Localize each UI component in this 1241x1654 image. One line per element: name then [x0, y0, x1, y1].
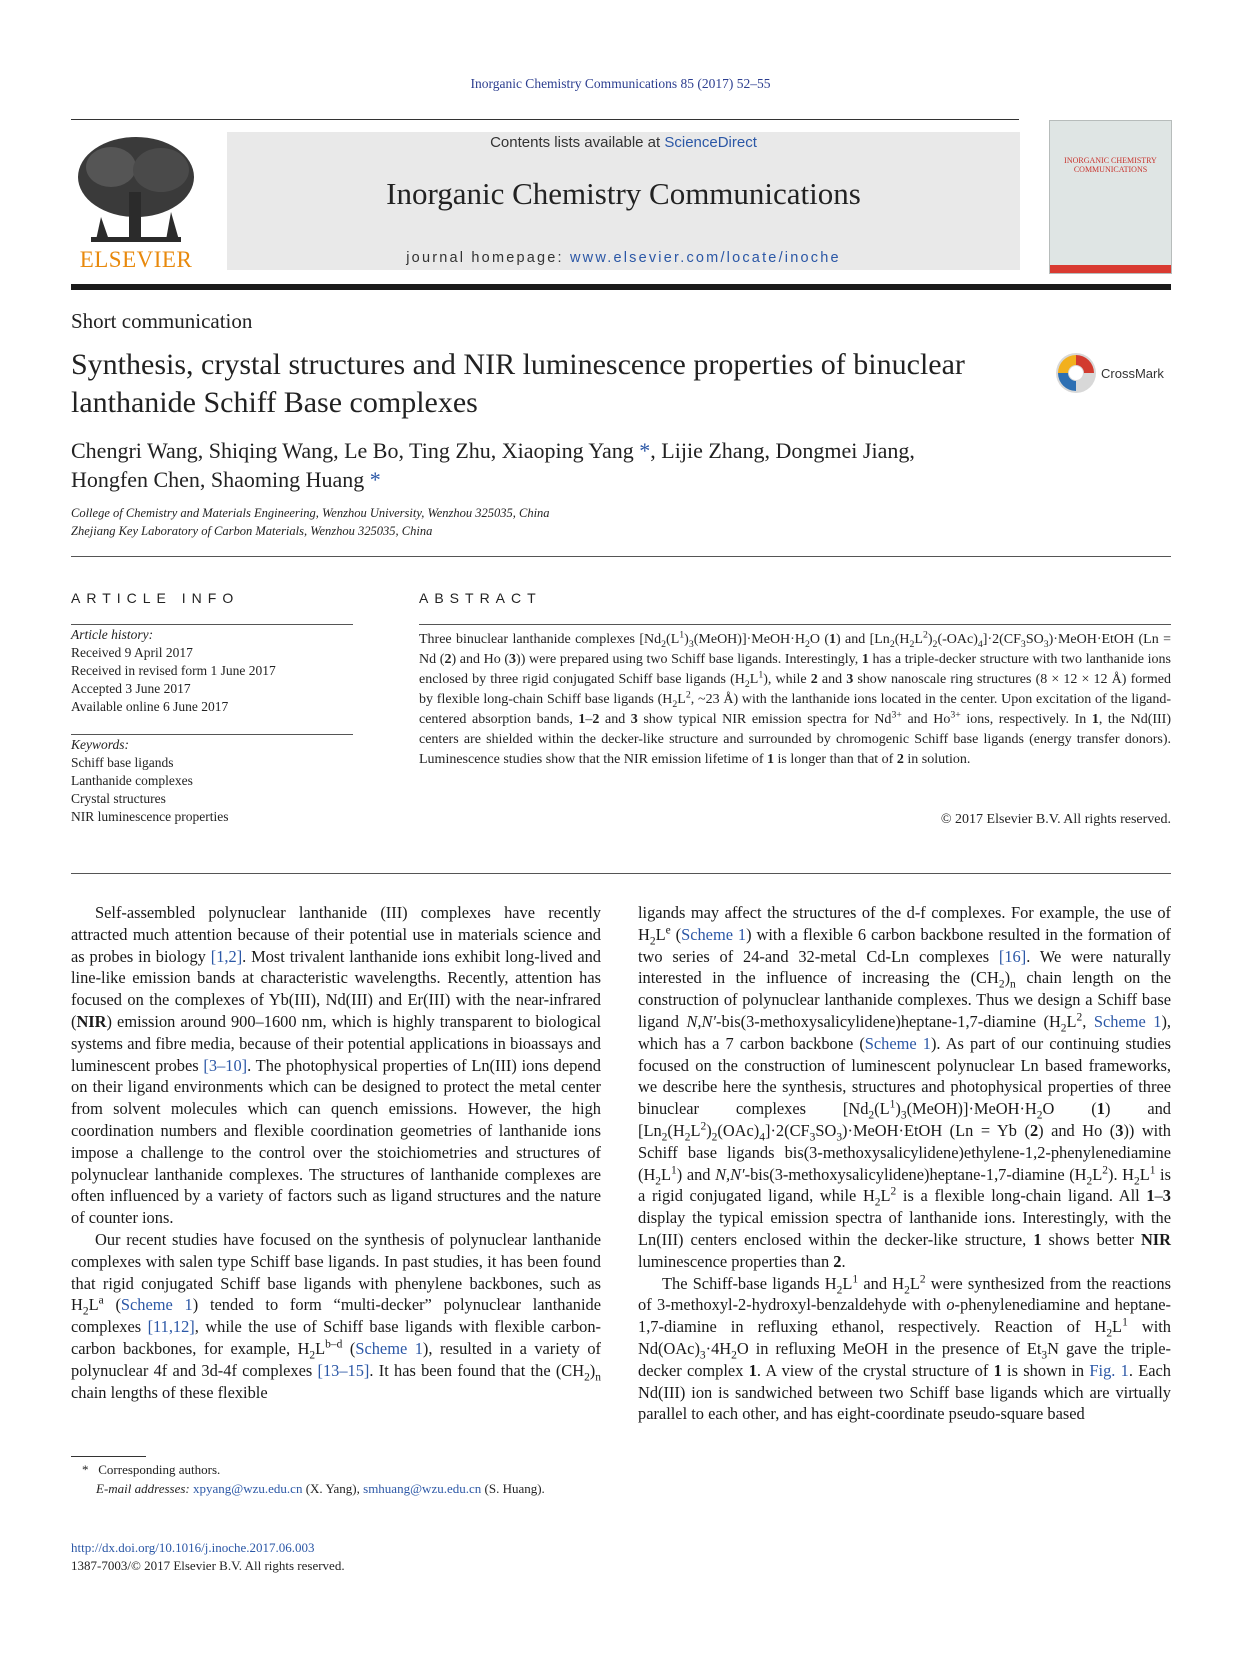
author-list	[71, 436, 1031, 494]
body-paragraph: The Schiff-base ligands $H_2L^1$ and $H_2L^2$ were synthesized from the reactions of 3-methoxyl-2-hydroxyl-benzaldehyde with o-phenylenediamine and heptane-1,7-diamine in refluxing ethanol, respectively. Reaction of $H_2L^1$ with $Nd(OAc)_3\cdot 4H_2O$ in refluxing MeOH in the presence of $Et_3N$ gave the triple-decker complex 1. A view of the crystal structure of 1 is shown in Fig. 1. Each Nd(III) ion is sandwiched between two Schiff base ligands which are virtually parallel to each other, and has eight-coordinate pseudo-square based	[638, 1273, 1172, 1424]
journal-reference-link[interactable]: Inorganic Chemistry Communications 85 (2017) 52–55	[470, 76, 771, 91]
abstract-copyright: © 2017 Elsevier B.V. All rights reserved.	[940, 812, 1171, 827]
email-who-huang: (S. Huang).	[481, 1481, 545, 1496]
body-column-right	[638, 902, 1171, 1425]
issn-copyright: 1387-7003/© 2017 Elsevier B.V. All rights reserved.	[71, 1558, 345, 1573]
article-title: Synthesis, crystal structures and NIR luminescence properties of binuclear lanthanide Schiff Base complexes	[71, 348, 965, 419]
scheme-link[interactable]: Scheme 1	[681, 924, 747, 944]
affiliation-1: College of Chemistry and Materials Engineering, Wenzhou University, Wenzhou 325035, China	[71, 506, 550, 520]
email-link-huang[interactable]: smhuang@wzu.edu.cn	[363, 1481, 482, 1496]
homepage-line	[227, 250, 1020, 266]
authors-line-1b: , Lijie Zhang, Dongmei Jiang,	[650, 438, 915, 463]
received-date: Received 9 April 2017	[71, 645, 193, 660]
affiliation-2: Zhejiang Key Laboratory of Carbon Materials, Wenzhou 325035, China	[71, 524, 433, 538]
article-info-heading: ARTICLE INFO	[71, 590, 240, 606]
email-link-yang[interactable]: xpyang@wzu.edu.cn	[193, 1481, 303, 1496]
revised-date: Received in revised form 1 June 2017	[71, 663, 276, 678]
doi-link[interactable]: http://dx.doi.org/10.1016/j.inoche.2017.06.003	[71, 1540, 315, 1555]
cover-title: INORGANIC CHEMISTRY COMMUNICATIONS	[1064, 156, 1157, 174]
keyword: Lanthanide complexes	[71, 773, 193, 788]
email-who-yang: (X. Yang),	[302, 1481, 364, 1496]
keyword: Crystal structures	[71, 791, 166, 806]
footnote-star: *	[82, 1462, 89, 1477]
body-paragraph: ligands may affect the structures of the d-f complexes. For example, the use of $H_2L^e$ (Scheme 1) with a flexible 6 carbon backbone resulted in the formation of two series of 24-and 32-metal Cd-Ln complexes [16]. We were naturally interested in the influence of increasing the $(CH_2)_n$ chain length on the construction of polynuclear lanthanide complexes. Thus we design a Schiff base ligand N,N′-bis(3-methoxysalicylidene)heptane-1,7-diamine ($H_2L^2$, Scheme 1), which has a 7 carbon backbone (Scheme 1). As part of our continuing studies focused on the construction of luminescent polynuclear Ln based frameworks, we describe here the synthesis, structures and photophysical properties of three binuclear complexes $[Nd_2(L^1)_3(MeOH)]\cdot MeOH\cdot H_2O$ (1) and $[Ln_2(H_2L^2)_2(OAc)_4]\cdot 2(CF_3SO_3)\cdot MeOH\cdot EtOH$ (Ln = Yb (2) and Ho (3)) with Schiff base ligands bis(3-methoxysalicylidene)ethylene-1,2-phenylenediamine $(H_2L^1)$ and N,N′-bis(3-methoxysalicylidene)heptane-1,7-diamine $(H_2L^2)$. $H_2L^1$ is a rigid conjugated ligand, while $H_2L^2$ is a flexible long-chain ligand. All 1–3 display the typical emission spectra of lanthanide ions. Interestingly, with the Ln(III) centers enclosed within the decker-like structure, 1 shows better NIR luminescence properties than 2.	[638, 903, 1172, 1271]
homepage-prefix: journal homepage:	[406, 250, 571, 266]
scheme-link[interactable]: Scheme 1	[1093, 1011, 1162, 1031]
sciencedirect-link[interactable]: ScienceDirect	[664, 134, 757, 151]
contents-line	[227, 134, 1020, 151]
citation-link[interactable]: [3–10]	[203, 1055, 248, 1075]
top-rule	[71, 119, 1019, 120]
elsevier-wordmark: ELSEVIER	[79, 247, 193, 272]
email-footnote	[96, 1481, 545, 1497]
keywords-label: Keywords:	[71, 737, 129, 752]
journal-title: Inorganic Chemistry Communications	[386, 176, 861, 211]
body-paragraph: Self-assembled polynuclear lanthanide (III) complexes have recently attracted much attention because of their potential use in materials science and as probes in biology [1,2]. Most trivalent lanthanide ions exhibit long-lived and line-like emission bands at characteristic wavelengths. Recently, attention has focused on the complexes of Yb(III), Nd(III) and Er(III) with the near-infrared (NIR) emission around 900–1600 nm, which is highly transparent to biological systems and fibre media, because of their potential applications in bioassays and luminescent probes [3–10]. The photophysical properties of Ln(III) ions depend on their ligand environments which can be designed to protect the metal center from solvent molecules which can quench emissions. However, the high coordination numbers and flexible coordination geometries of lanthanide ions impose a challenge to the control over the stoichiometries and structures of polynuclear lanthanide complexes. The structures of lanthanide complexes are often influenced by a variety of factors such as ligand structures and the nature of counter ions.	[71, 903, 602, 1228]
journal-banner	[227, 132, 1020, 270]
contents-prefix: Contents lists available at	[490, 134, 665, 151]
cover-stripe	[1050, 265, 1171, 273]
abstract-heading: ABSTRACT	[419, 590, 542, 606]
body-paragraph: Our recent studies have focused on the synthesis of polynuclear lanthanide complexes with salen type Schiff base ligands. In past studies, it has been found that rigid conjugated Schiff base ligands with phenylene backbones, such as $H_2L^a$ (Scheme 1) tended to form “multi-decker” polynuclear lanthanide complexes [11,12], while the use of Schiff base ligands with flexible carbon-carbon backbones, for example, $H_2L^{b-d}$ (Scheme 1), resulted in a variety of polynuclear 4f and 3d-4f complexes [13–15]. It has been found that the $(CH_2)_n$ chain lengths of these flexible	[71, 1229, 602, 1402]
figure-link[interactable]: Fig. 1	[1089, 1360, 1129, 1380]
online-date: Available online 6 June 2017	[71, 699, 229, 714]
abstract-text: Three binuclear lanthanide complexes $[Nd_2(L^1)_3(MeOH)]\cdot MeOH\cdot H_2O$ (1) and $[Ln_2(H_2L^2)_2(-OAc)_4]\cdot 2(CF_3SO_3)\cdot MeOH\cdot EtOH$ (Ln = Nd (2) and Ho (3)) were prepared using two Schiff base ligands. Interestingly, 1 has a triple-decker structure with two lanthanide ions enclosed by three rigid conjugated Schiff base ligands $(H_2L^1)$, while 2 and 3 show nanoscale ring structures (8 × 12 × 12 Å) formed by flexible long-chain Schiff base ligands ($H_2L^2$, ~23 Å) with the lanthanide ions located in the center. Upon excitation of the ligand-centered absorption bands, 1–2 and 3 show typical NIR emission spectra for $Nd^{3+}$ and $Ho^{3+}$ ions, respectively. In 1, the Nd(III) centers are shielded within the decker-like structure and surrounded by chromogenic Schiff base ligands (energy transfer donors). Luminescence studies show that the NIR emission lifetime of 1 is longer than that of 2 in solution.	[419, 629, 1172, 767]
scheme-link[interactable]: Scheme 1	[355, 1338, 423, 1358]
body-column-left	[71, 902, 601, 1403]
corresponding-footnote	[82, 1462, 220, 1478]
abstract-rule	[419, 624, 1171, 625]
scheme-link[interactable]: Scheme 1	[864, 1033, 931, 1053]
keyword: NIR luminescence properties	[71, 809, 229, 824]
citation-link[interactable]: [13–15]	[317, 1360, 370, 1380]
citation-link[interactable]: [1,2]	[210, 946, 243, 966]
corresponding-star-2[interactable]: *	[369, 467, 381, 492]
keyword: Schiff base ligands	[71, 755, 174, 770]
corresponding-star-1[interactable]: *	[639, 438, 651, 463]
divider-rule	[71, 556, 1171, 557]
footnote-rule	[71, 1456, 146, 1457]
info-rule	[71, 624, 353, 625]
history-label: Article history:	[71, 627, 154, 642]
authors-line-2: Hongfen Chen, Shaoming Huang	[71, 467, 370, 492]
crossmark-icon[interactable]	[1055, 352, 1097, 394]
journal-cover-thumbnail[interactable]	[1049, 120, 1172, 274]
corresponding-label: Corresponding authors.	[98, 1462, 221, 1477]
homepage-link[interactable]: www.elsevier.com/locate/inoche	[570, 250, 841, 266]
keywords-rule	[71, 734, 353, 735]
crossmark-label[interactable]: CrossMark	[1101, 366, 1164, 381]
header-thick-rule	[71, 284, 1171, 290]
citation-link[interactable]: [16]	[998, 946, 1027, 966]
authors-line-1: Chengri Wang, Shiqing Wang, Le Bo, Ting Zhu, Xiaoping Yang	[71, 438, 640, 463]
body-divider-rule	[71, 873, 1171, 874]
scheme-link[interactable]: Scheme 1	[120, 1295, 193, 1315]
article-type: Short communication	[71, 309, 253, 333]
citation-link[interactable]: [11,12]	[147, 1317, 195, 1337]
email-label: E-mail addresses:	[96, 1481, 194, 1496]
accepted-date: Accepted 3 June 2017	[71, 681, 191, 696]
